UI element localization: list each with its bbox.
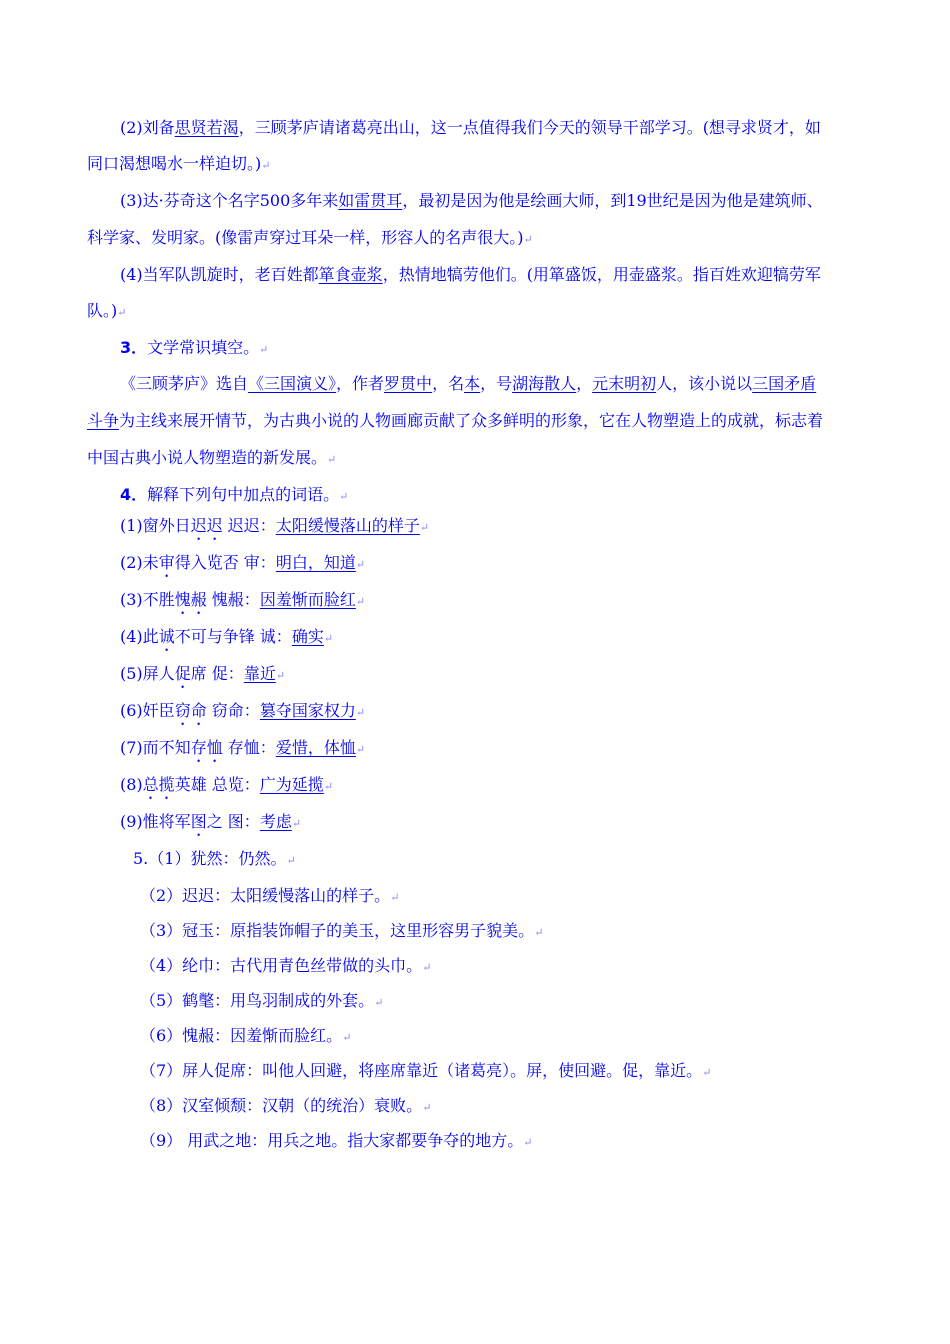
q2-item2-line1: (2)刘备思贤若渴，三顾茅庐请诸葛亮出山，这一点值得我们今天的领导干部学习。(想寻求贤才，如 xyxy=(120,118,821,137)
q5-item-7: （7）屏人促席：叫他人回避，将座席靠近（诸葛亮）。屏，使回避。促，靠近。↵ xyxy=(140,1061,712,1080)
q3-blank-book: 《三国演义》 xyxy=(248,374,337,393)
q3-blank-theme: 三国矛盾 xyxy=(752,374,817,393)
q2-item4-line1: (4)当军队凯旋时，老百姓都箪食壶浆，热情地犒劳他们。(用箪盛饭，用壶盛浆。指百姓欢迎犒劳军 xyxy=(120,265,821,284)
q4-item-4: (4)此诚不可与争锋 诚：确实↵ xyxy=(120,627,334,646)
q5-item-2: （2）迟迟：太阳缓慢落山的样子。↵ xyxy=(140,886,400,905)
q4-item-1: (1)窗外日迟迟 迟迟：太阳缓慢落山的样子↵ xyxy=(120,516,430,535)
q3-blank-era: 元末明初 xyxy=(592,374,657,393)
q5-item-3: （3）冠玉：原指装饰帽子的美玉，这里形容男子貌美。↵ xyxy=(140,921,544,940)
q5-item-6: （6）愧赧：因羞惭而脸红。↵ xyxy=(140,1026,352,1045)
q2-item4-term: 箪食壶浆 xyxy=(318,265,383,284)
q5-item-4: （4）纶巾：古代用青色丝带做的头巾。↵ xyxy=(140,956,432,975)
q2-item3-line2: 科学家、发明家。(像雷声穿过耳朵一样，形容人的名声很大。)↵ xyxy=(87,228,533,247)
q5-item-8: （8）汉室倾颓：汉朝（的统治）衰败。↵ xyxy=(140,1096,432,1115)
q4-item-9: (9)惟将军图之 图：考虑↵ xyxy=(120,812,302,831)
q3-paragraph-line2: 斗争为主线来展开情节，为古典小说的人物画廊贡献了众多鲜明的形象，它在人物塑造上的成就，标志着 xyxy=(87,411,824,430)
q5-item-5: （5）鹤氅：用鸟羽制成的外套。↵ xyxy=(140,991,384,1010)
q4-item-2: (2)未审得入览否 审：明白，知道↵ xyxy=(120,553,366,572)
q4-heading: 4．解释下列句中加点的词语。↵ xyxy=(120,485,349,504)
q2-item3-term: 如雷贯耳 xyxy=(338,191,403,210)
q5-item-9: （9） 用武之地：用兵之地。指大家都要争夺的地方。↵ xyxy=(140,1131,533,1150)
q2-item3-line1: (3)达·芬奇这个名字500多年来如雷贯耳，最初是因为他是绘画大师，到19世纪是因为他是建筑师、 xyxy=(120,191,823,210)
q3-blank-name: 本 xyxy=(464,374,481,393)
q2-item4-line2: 队。)↵ xyxy=(87,301,127,320)
q4-item-3: (3)不胜愧赧 愧赧：因羞惭而脸红↵ xyxy=(120,590,366,609)
q4-item-5: (5)屏人促席 促：靠近↵ xyxy=(120,664,286,683)
q3-paragraph-line1: 《三顾茅庐》选自《三国演义》，作者罗贯中，名本，号湖海散人，元末明初人，该小说以三国矛盾 xyxy=(120,374,817,393)
q2-item2-line2: 同口渴想喝水一样迫切。)↵ xyxy=(87,154,271,173)
q5-item-1: 5.（1）犹然：仍然。↵ xyxy=(133,849,296,868)
q3-heading: 3．文学常识填空。↵ xyxy=(120,338,269,357)
q3-blank-alias: 湖海散人 xyxy=(512,374,577,393)
q3-blank-author: 罗贯中 xyxy=(384,374,433,393)
q3-paragraph-line3: 中国古典小说人物塑造的新发展。↵ xyxy=(87,448,337,467)
q4-item-7: (7)而不知存恤 存恤：爱惜，体恤↵ xyxy=(120,738,366,757)
q4-item-8: (8)总揽英雄 总览：广为延揽↵ xyxy=(120,775,334,794)
q2-item2-term: 思贤若渴 xyxy=(174,118,239,137)
q4-item-6: (6)奸臣窃命 窃命：篡夺国家权力↵ xyxy=(120,701,366,720)
